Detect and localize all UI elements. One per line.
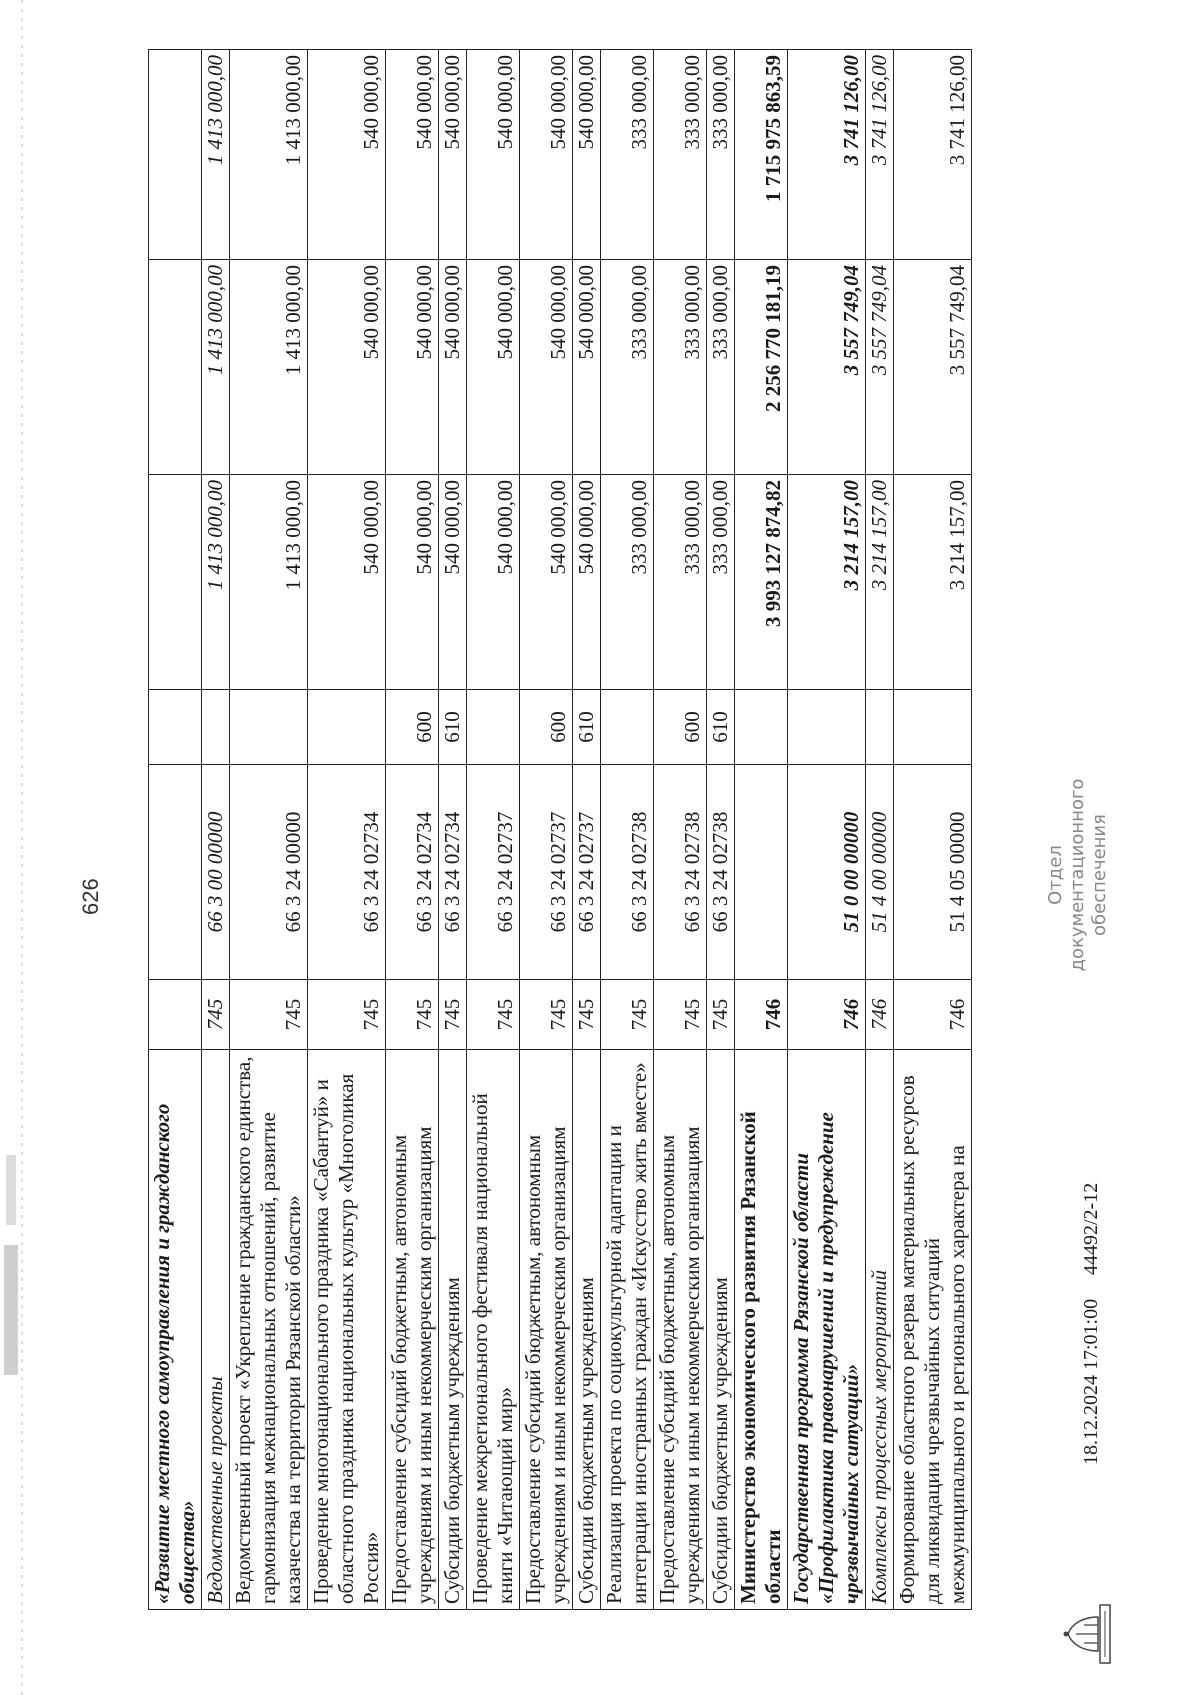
table-row [866, 50, 894, 1610]
table-row [735, 50, 788, 1610]
row-sum-year-1: 540 000,00 [386, 475, 439, 690]
table-row [707, 50, 735, 1610]
row-name: Государственная программа Рязанской области «Профилактика правонарушений и предупреждение чрезвычайных ситуаций» [788, 1050, 866, 1610]
row-sum-year-2: 540 000,00 [439, 260, 467, 475]
row-name: Реализация проекта по социокультурной адаптации и интеграции иностранных граждан «Искусство жить вместе» [601, 1050, 654, 1610]
row-sum-year-1: 540 000,00 [467, 475, 520, 690]
row-sum-year-2: 1 413 000,00 [202, 260, 230, 475]
row-sum-year-2: 540 000,00 [308, 260, 386, 475]
row-sum-year-3: 1 715 975 863,59 [735, 50, 788, 260]
row-sum-year-2: 540 000,00 [520, 260, 573, 475]
row-sum-year-1: 540 000,00 [439, 475, 467, 690]
footer-document-code: 44492/2-12 [1080, 1182, 1102, 1275]
row-sum-year-2: 333 000,00 [654, 260, 707, 475]
row-grbs-code: 745 [601, 980, 654, 1050]
row-name: Предоставление субсидий бюджетным, автономным учреждениям и иным некоммерческим организациям [386, 1050, 439, 1610]
row-sum-year-3: 333 000,00 [654, 50, 707, 260]
row-grbs-code: 746 [735, 980, 788, 1050]
row-grbs-code [149, 980, 202, 1050]
row-sum-year-2: 540 000,00 [573, 260, 601, 475]
row-sum-year-2: 333 000,00 [601, 260, 654, 475]
table-row [654, 50, 707, 1610]
row-sum-year-3 [149, 50, 202, 260]
row-target-article: 66 3 24 02737 [520, 765, 573, 980]
table-row [573, 50, 601, 1610]
scan-edge-marks [0, 0, 30, 1695]
row-expense-type [894, 690, 972, 765]
row-sum-year-1: 3 214 157,00 [866, 475, 894, 690]
row-name: Субсидии бюджетным учреждениям [439, 1050, 467, 1610]
row-sum-year-3: 540 000,00 [439, 50, 467, 260]
row-expense-type [601, 690, 654, 765]
row-target-article [735, 765, 788, 980]
row-sum-year-1: 3 993 127 874,82 [735, 475, 788, 690]
table-row [520, 50, 573, 1610]
row-target-article: 51 4 00 00000 [866, 765, 894, 980]
row-expense-type: 600 [386, 690, 439, 765]
stamp-line-1: Отдел документационного [1045, 778, 1088, 972]
row-sum-year-1: 540 000,00 [308, 475, 386, 690]
row-target-article: 66 3 24 02734 [308, 765, 386, 980]
footer-date: 18.12.2024 17:01:00 [1080, 1298, 1102, 1465]
row-expense-type [202, 690, 230, 765]
row-name: Проведение межрегионального фестиваля национальной книги «Читающий мир» [467, 1050, 520, 1610]
row-sum-year-3: 3 741 126,00 [894, 50, 972, 260]
row-target-article: 66 3 24 02738 [707, 765, 735, 980]
row-name: Субсидии бюджетным учреждениям [573, 1050, 601, 1610]
row-target-article: 66 3 24 02737 [573, 765, 601, 980]
row-sum-year-2: 540 000,00 [386, 260, 439, 475]
row-expense-type [735, 690, 788, 765]
row-expense-type: 600 [520, 690, 573, 765]
row-sum-year-1: 540 000,00 [573, 475, 601, 690]
row-sum-year-1: 3 214 157,00 [894, 475, 972, 690]
row-sum-year-2: 540 000,00 [467, 260, 520, 475]
row-target-article: 66 3 24 02737 [467, 765, 520, 980]
row-sum-year-2: 2 256 770 181,19 [735, 260, 788, 475]
row-sum-year-1: 333 000,00 [654, 475, 707, 690]
row-sum-year-2: 3 557 749,04 [788, 260, 866, 475]
row-name: Субсидии бюджетным учреждениям [707, 1050, 735, 1610]
row-name: Предоставление субсидий бюджетным, автономным учреждениям и иным некоммерческим организациям [520, 1050, 573, 1610]
table-row [788, 50, 866, 1610]
row-grbs-code: 745 [230, 980, 308, 1050]
table-row [202, 50, 230, 1610]
row-expense-type: 610 [573, 690, 601, 765]
row-sum-year-3: 1 413 000,00 [230, 50, 308, 260]
row-grbs-code: 745 [439, 980, 467, 1050]
table-row [894, 50, 972, 1610]
row-expense-type: 610 [439, 690, 467, 765]
row-sum-year-3: 3 741 126,00 [866, 50, 894, 260]
row-sum-year-3: 333 000,00 [707, 50, 735, 260]
row-grbs-code: 745 [654, 980, 707, 1050]
row-name: Формирование областного резерва материальных ресурсов для ликвидации чрезвычайных ситуаций межмуниципального и регионального характера на [894, 1050, 972, 1610]
coat-of-arms-icon [1062, 1603, 1114, 1665]
row-sum-year-1: 1 413 000,00 [230, 475, 308, 690]
table-row [149, 50, 202, 1610]
row-sum-year-1: 333 000,00 [601, 475, 654, 690]
row-grbs-code: 745 [308, 980, 386, 1050]
row-name: Комплексы процессных мероприятий [866, 1050, 894, 1610]
row-sum-year-2: 1 413 000,00 [230, 260, 308, 475]
row-sum-year-1: 1 413 000,00 [202, 475, 230, 690]
row-target-article: 66 3 24 02734 [439, 765, 467, 980]
row-target-article [149, 765, 202, 980]
row-grbs-code: 745 [707, 980, 735, 1050]
row-grbs-code: 745 [573, 980, 601, 1050]
row-sum-year-2 [149, 260, 202, 475]
row-sum-year-1: 333 000,00 [707, 475, 735, 690]
row-grbs-code: 745 [520, 980, 573, 1050]
row-sum-year-3: 333 000,00 [601, 50, 654, 260]
row-grbs-code: 745 [467, 980, 520, 1050]
department-stamp [1045, 755, 1111, 995]
table-row [386, 50, 439, 1610]
row-name: «Развитие местного самоуправления и гражданского обществa» [149, 1050, 202, 1610]
row-expense-type [230, 690, 308, 765]
table-row [230, 50, 308, 1610]
row-sum-year-3: 1 413 000,00 [202, 50, 230, 260]
row-expense-type [308, 690, 386, 765]
row-expense-type: 610 [707, 690, 735, 765]
row-grbs-code: 746 [866, 980, 894, 1050]
table-row [308, 50, 386, 1610]
row-target-article: 66 3 24 02734 [386, 765, 439, 980]
row-expense-type [149, 690, 202, 765]
row-name: Предоставление субсидий бюджетным, автономным учреждениям и иным некоммерческим организациям [654, 1050, 707, 1610]
row-sum-year-1: 3 214 157,00 [788, 475, 866, 690]
row-grbs-code: 745 [386, 980, 439, 1050]
row-expense-type: 600 [654, 690, 707, 765]
stamp-line-2: обеспечения [1089, 814, 1110, 936]
row-sum-year-1 [149, 475, 202, 690]
row-target-article: 51 4 05 00000 [894, 765, 972, 980]
row-sum-year-3: 540 000,00 [520, 50, 573, 260]
row-sum-year-3: 540 000,00 [467, 50, 520, 260]
table-row [439, 50, 467, 1610]
row-target-article: 66 3 24 00000 [230, 765, 308, 980]
row-sum-year-2: 3 557 749,04 [866, 260, 894, 475]
table-body [149, 50, 972, 1610]
row-sum-year-1: 540 000,00 [520, 475, 573, 690]
row-sum-year-3: 540 000,00 [573, 50, 601, 260]
row-expense-type [467, 690, 520, 765]
row-expense-type [788, 690, 866, 765]
row-name: Министерство экономического развития Рязанской области [735, 1050, 788, 1610]
row-sum-year-3: 3 741 126,00 [788, 50, 866, 260]
row-name: Проведение многонационального праздника «Сабантуй» и областного праздника национальных культур «Многоликая Россия» [308, 1050, 386, 1610]
row-target-article: 66 3 00 00000 [202, 765, 230, 980]
row-sum-year-2: 3 557 749,04 [894, 260, 972, 475]
row-grbs-code: 746 [788, 980, 866, 1050]
table-row [601, 50, 654, 1610]
row-sum-year-3: 540 000,00 [308, 50, 386, 260]
row-name: Ведомственные проекты [202, 1050, 230, 1610]
page-number: 626 [78, 878, 103, 915]
row-expense-type [866, 690, 894, 765]
row-target-article: 66 3 24 02738 [654, 765, 707, 980]
row-grbs-code: 746 [894, 980, 972, 1050]
row-grbs-code: 745 [202, 980, 230, 1050]
row-target-article: 51 0 00 00000 [788, 765, 866, 980]
row-sum-year-3: 540 000,00 [386, 50, 439, 260]
row-sum-year-2: 333 000,00 [707, 260, 735, 475]
table-row [467, 50, 520, 1610]
budget-table [148, 49, 972, 1610]
row-name: Ведомственный проект «Укрепление гражданского единства, гармонизация межнациональных отношений, развитие казачества на территории Рязанской области» [230, 1050, 308, 1610]
row-target-article: 66 3 24 02738 [601, 765, 654, 980]
